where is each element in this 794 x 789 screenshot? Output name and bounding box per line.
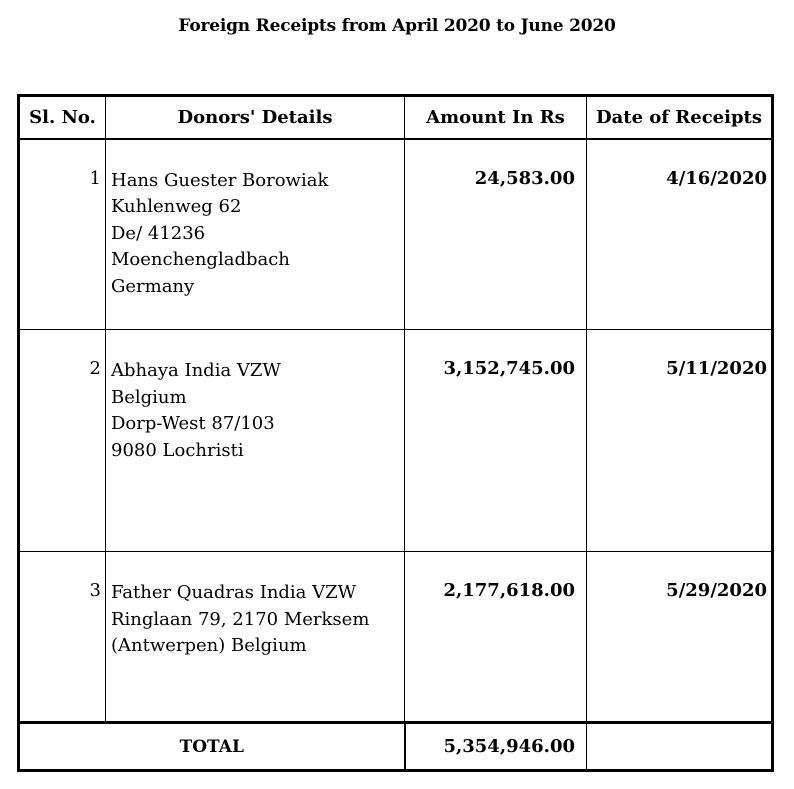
document-title: Foreign Receipts from April 2020 to June 2020: [178, 16, 616, 36]
row-amount: 24,583.00: [474, 167, 575, 189]
donor-line: Belgium: [111, 386, 187, 408]
donor-line: Germany: [111, 275, 195, 297]
donor-details: [111, 168, 400, 301]
total-amount: 5,354,946.00: [405, 723, 587, 771]
donor-details: [111, 358, 400, 464]
receipts-table: [17, 94, 774, 772]
header-donors-details: Donors' Details: [106, 96, 405, 139]
row-amount: 2,177,618.00: [443, 580, 575, 601]
total-row: [19, 723, 773, 771]
donor-line: (Antwerpen) Belgium: [111, 635, 307, 656]
donor-line: Father Quadras India VZW: [111, 582, 357, 603]
donor-line: 9080 Lochristi: [111, 439, 244, 461]
donor-line: Kuhlenweg 62: [111, 196, 242, 217]
header-date-of-receipts: Date of Receipts: [587, 96, 773, 139]
donor-line: Abhaya India VZW: [111, 360, 281, 381]
table-row: [19, 139, 773, 330]
header-amount: Amount In Rs: [405, 96, 587, 139]
row-sl-no: 2: [89, 358, 101, 379]
donor-line: Dorp-West 87/103: [111, 413, 275, 434]
table-header-row: [19, 96, 773, 139]
row-sl-no: 3: [89, 580, 101, 601]
donor-line: Moenchengladbach: [111, 249, 290, 270]
header-sl-no: Sl. No.: [19, 96, 106, 139]
row-date: 4/16/2020: [666, 167, 767, 189]
row-amount: 3,152,745.00: [443, 358, 575, 379]
table-row: [19, 552, 773, 723]
donor-details: [111, 580, 400, 660]
row-sl-no: 1: [89, 167, 101, 189]
row-date: 5/29/2020: [666, 580, 767, 601]
row-date: 5/11/2020: [666, 358, 767, 379]
donor-line: Hans Guester Borowiak: [111, 169, 329, 191]
total-label: TOTAL: [19, 723, 405, 771]
total-empty-cell: [587, 723, 773, 771]
table-row: [19, 330, 773, 552]
donor-line: Ringlaan 79, 2170 Merksem: [111, 608, 370, 630]
donor-line: De/ 41236: [111, 222, 206, 244]
